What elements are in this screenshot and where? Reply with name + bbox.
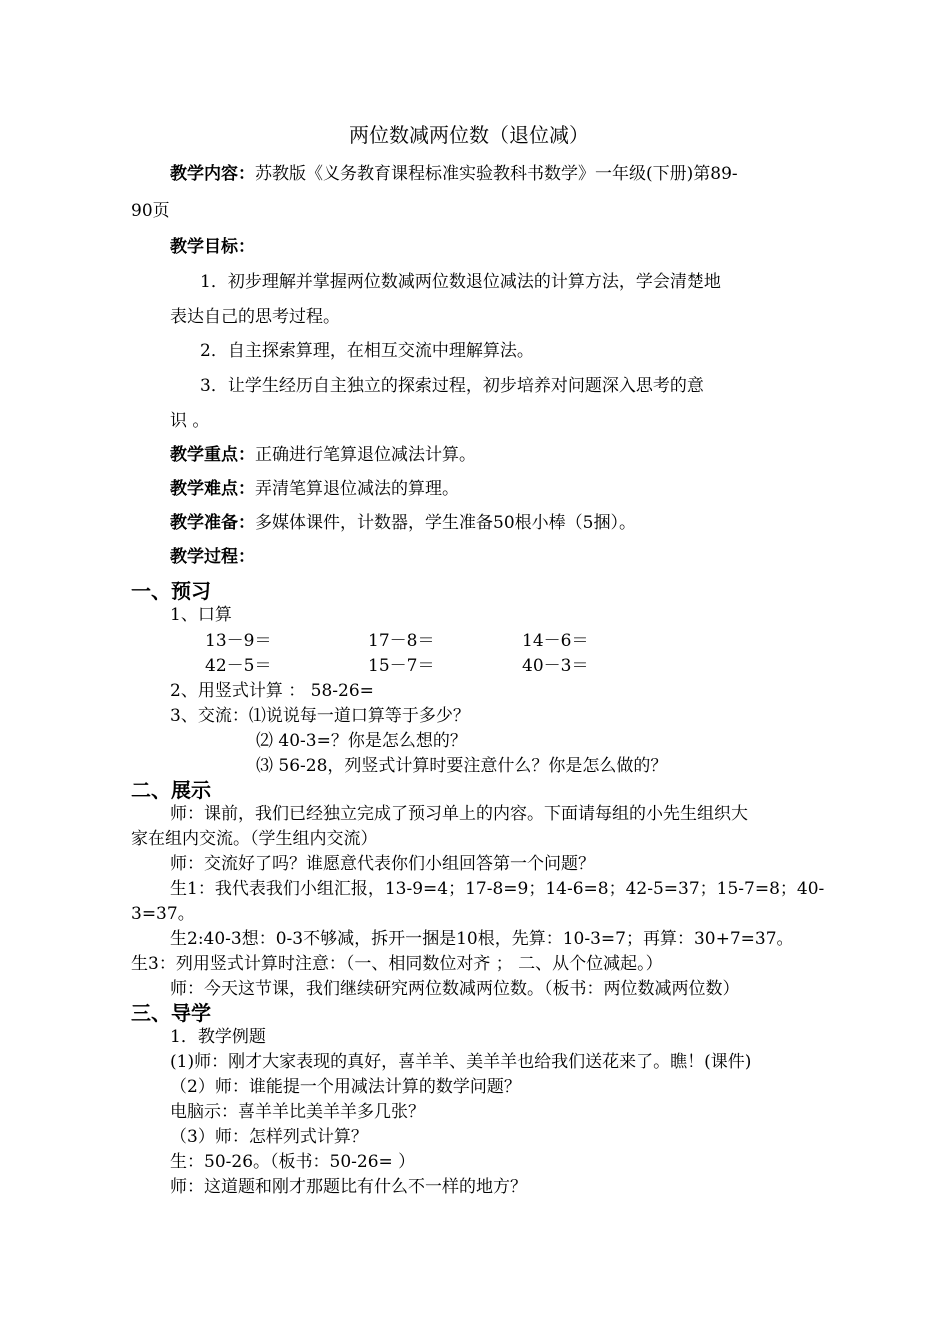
teaching-difficulty <box>170 478 459 500</box>
s3-line-5: 生：50-26。（板书：50-26= ） <box>170 1152 416 1172</box>
goal-2: 2．自主探索算理，在相互交流中理解算法。 <box>200 341 534 361</box>
s3-line-2: （2）师：谁能提一个用减法计算的数学问题？ <box>170 1077 521 1097</box>
key-point-text: 正确进行笔算退位减法计算。 <box>255 445 476 465</box>
goal-3-continued: 识 。 <box>170 411 210 431</box>
calc-item: 42－5＝ <box>205 656 272 676</box>
key-point-label: 教学重点： <box>170 445 255 465</box>
s2-paragraph-3-continued: 3=37。 <box>131 904 195 924</box>
s1-item-3-b: ⑵ 40-3=？你是怎么想的？ <box>256 731 467 751</box>
goal-3: 3．让学生经历自主独立的探索过程，初步培养对问题深入思考的意 <box>200 376 704 396</box>
s3-line-3: 电脑示：喜羊羊比美羊羊多几张？ <box>170 1102 425 1122</box>
section-2-heading: 二、展示 <box>131 778 211 802</box>
s2-paragraph-4: 生2:40-3想：0-3不够减，拆开一捆是10根，先算：10-3=7；再算：30+7=37。 <box>170 929 794 949</box>
difficulty-text: 弄清笔算退位减法的算理。 <box>255 479 459 499</box>
s3-line-1: (1)师：刚才大家表现的真好，喜羊羊、美羊羊也给我们送花来了。瞧！(课件) <box>170 1052 752 1072</box>
calc-item: 40－3＝ <box>522 656 589 676</box>
teaching-content-continued: 90页 <box>131 201 170 221</box>
preparation-label: 教学准备： <box>170 513 255 533</box>
s3-item-1: 1．教学例题 <box>170 1027 266 1047</box>
teaching-key-point <box>170 444 476 466</box>
difficulty-label: 教学难点： <box>170 479 255 499</box>
s2-paragraph-1: 师：课前，我们已经独立完成了预习单上的内容。下面请每组的小先生组织大 <box>170 804 748 824</box>
teaching-content <box>170 163 738 185</box>
s1-item-1: 1、口算 <box>170 605 232 625</box>
s1-item-3-c: ⑶ 56-28，列竖式计算时要注意什么？你是怎么做的？ <box>256 756 668 776</box>
s2-paragraph-3: 生1：我代表我们小组汇报，13-9=4；17-8=9；14-6=8；42-5=37；15-7=8；40- <box>170 879 825 899</box>
s3-line-6: 师：这道题和刚才那题比有什么不一样的地方？ <box>170 1177 527 1197</box>
section-1-heading: 一、预习 <box>131 579 211 603</box>
s2-paragraph-5: 生3：列用竖式计算时注意：（一、相同数位对齐 ； 二、从个位减起。） <box>131 954 663 974</box>
calc-item: 17－8＝ <box>368 631 435 651</box>
s1-item-2: 2、用竖式计算 ： 58-26= <box>170 681 374 701</box>
s2-paragraph-1-continued: 家在组内交流。（学生组内交流） <box>131 829 378 849</box>
s3-line-4: （3）师：怎样列式计算？ <box>170 1127 368 1147</box>
teaching-content-label: 教学内容： <box>170 164 255 184</box>
s1-item-3: 3、交流：⑴说说每一道口算等于多少？ <box>170 706 470 726</box>
s2-paragraph-2: 师：交流好了吗？谁愿意代表你们小组回答第一个问题？ <box>170 854 595 874</box>
teaching-preparation <box>170 512 636 534</box>
teaching-process-label: 教学过程： <box>170 547 255 567</box>
goal-1: 1．初步理解并掌握两位数减两位数退位减法的计算方法，学会清楚地 <box>200 272 721 292</box>
preparation-text: 多媒体课件，计数器，学生准备50根小棒（5捆）。 <box>255 513 636 533</box>
calc-item: 13－9＝ <box>205 631 272 651</box>
document-title: 两位数减两位数（退位减） <box>349 123 589 147</box>
s2-paragraph-6: 师：今天这节课，我们继续研究两位数减两位数。（板书：两位数减两位数） <box>170 979 740 999</box>
teaching-content-text: 苏教版《义务教育课程标准实验教科书数学》一年级(下册)第89- <box>255 164 738 184</box>
calc-item: 14－6＝ <box>522 631 589 651</box>
calc-item: 15－7＝ <box>368 656 435 676</box>
teaching-goals-label: 教学目标： <box>170 237 255 257</box>
section-3-heading: 三、导学 <box>131 1001 211 1025</box>
goal-1-continued: 表达自己的思考过程。 <box>170 307 340 327</box>
